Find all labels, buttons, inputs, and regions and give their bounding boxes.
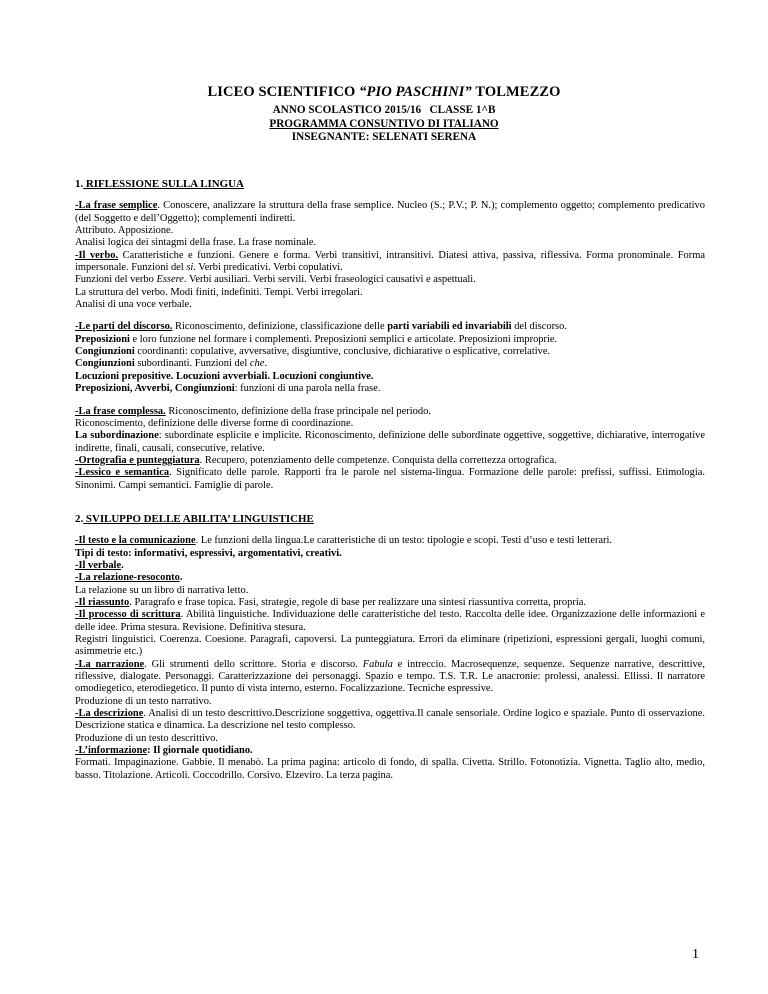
paragraph: -Ortografia e punteggiatura. Recupero, potenziamento delle competenze. Conquista della correttezza ortografica. bbox=[75, 454, 557, 466]
paragraph: Funzioni del verbo Essere. Verbi ausiliari. Verbi servili. Verbi fraseologici causativi e aspettuali. bbox=[75, 274, 476, 286]
paragraph: -Il testo e la comunicazione. Le funzioni della lingua.Le caratteristiche di un testo: tipologie e scopi. Testi d’uso e testi letterari. bbox=[75, 535, 613, 547]
paragraph: -Le parti del discorso. Riconoscimento, definizione, classificazione delle parti variabili ed invariabili del discorso. bbox=[75, 321, 567, 333]
paragraph: Congiunzioni subordinanti. Funzioni del che. bbox=[75, 358, 267, 370]
paragraph: La relazione su un libro di narrativa letto. bbox=[75, 584, 249, 596]
paragraph: Attributo. Apposizione. bbox=[75, 225, 174, 237]
page-number: 1 bbox=[692, 947, 699, 962]
paragraph: -Il riassunto. Paragrafo e frase topica. Fasi, strategie, regole di base per realizzare una sintesi riassuntiva corretta, propria. bbox=[75, 596, 586, 608]
paragraph: Locuzioni prepositive. Locuzioni avverbiali. Locuzioni congiuntive. bbox=[75, 370, 374, 382]
paragraph: Analisi logica dei sintagmi della frase. La frase nominale. bbox=[75, 237, 317, 249]
paragraph: -Il verbo. Caratteristiche e funzioni. Genere e forma. Verbi transitivi, intransitivi. Diatesi attiva, passiva, riflessiva. Forma pronominale. Forma impersonale. Funzioni del si. Verbi predicativi. Verbi copulativi. bbox=[75, 249, 705, 274]
program-line: PROGRAMMA CONSUNTIVO DI ITALIANO bbox=[269, 118, 499, 130]
paragraph: Riconoscimento, definizione delle diverse forme di coordinazione. bbox=[75, 417, 354, 429]
paragraph: -La frase complessa. Riconoscimento, definizione della frase principale nel periodo. bbox=[75, 405, 431, 417]
paragraph: La struttura del verbo. Modi finiti, indefiniti. Tempi. Verbi irregolari. bbox=[75, 286, 363, 298]
paragraph: -La narrazione. Gli strumenti dello scrittore. Storia e discorso. Fabula e intreccio. Macrosequenze, sequenze. Sequenze narrative, descrittive, riflessive, dialogate. Personaggi. Caratterizzazione dei personaggi. Spazio e tempo. T.S. T.R. Le anacronie: prolessi, analessi. Ellissi. Il narratore omodiegetico, eterodiegetico. Il punto di vista interno, esterno. Focalizzazione. Tecniche espressive. bbox=[75, 658, 706, 695]
paragraph: Preposizioni, Avverbi, Congiunzioni: funzioni di una parola nella frase. bbox=[75, 383, 381, 395]
paragraph: Produzione di un testo descrittivo. bbox=[75, 732, 218, 744]
section-1-title: 1. RIFLESSIONE SULLA LINGUA bbox=[75, 178, 244, 190]
paragraph: -La relazione-resoconto. bbox=[75, 572, 183, 584]
document-body bbox=[75, 178, 705, 782]
teacher-line: INSEGNANTE: SELENATI SERENA bbox=[291, 131, 477, 143]
paragraph: Analisi di una voce verbale. bbox=[75, 299, 192, 311]
paragraph: Congiunzioni coordinanti: copulative, avversative, disgiuntive, conclusive, dichiarative o esplicative, correlative. bbox=[75, 346, 551, 358]
school-year-line: ANNO SCOLASTICO 2015/16 CLASSE 1^B bbox=[272, 104, 496, 116]
paragraph: -Lessico e semantica. Significato delle parole. Rapporti fra le parole nel sistema-lingua. Formazione delle parole: prefissi, suffissi. Etimologia. Sinonimi. Campi semantici. Famiglie di parole. bbox=[75, 467, 705, 491]
paragraph: Produzione di un testo narrativo. bbox=[75, 695, 212, 707]
paragraph: Registri linguistici. Coerenza. Coesione. Paragrafi, capoversi. La punteggiatura. Errori da eliminare (ripetizioni, espressioni gergali, luoghi comuni, asimmetrie etc.) bbox=[75, 634, 705, 658]
paragraph: -La descrizione. Analisi di un testo descrittivo.Descrizione soggettiva, oggettiva.Il canale sensoriale. Ordine logico e spaziale. Punto di osservazione. Descrizione statica e dinamica. La descrizione nel testo complesso. bbox=[75, 708, 705, 732]
paragraph: -Il verbale. bbox=[75, 559, 124, 571]
section-2-title: 2. SVILUPPO DELLE ABILITA’ LINGUISTICHE bbox=[75, 512, 314, 525]
paragraph: -La frase semplice. Conoscere, analizzare la struttura della frase semplice. Nucleo (S.; P.V.; P. N.); complemento oggetto; complemento predicativo (del Soggetto e dell’Oggetto); complementi indiretti. bbox=[75, 200, 705, 224]
paragraph: -L’informazione: Il giornale quotidiano. bbox=[75, 745, 253, 757]
paragraph: -Il processo di scrittura. Abilità linguistiche. Individuazione delle caratteristiche del testo. Raccolta delle idee. Organizzazione delle informazioni e delle idee. Prima stesura. Revisione. Definitiva stesura. bbox=[75, 609, 705, 633]
document-title: LICEO SCIENTIFICO “PIO PASCHINI” TOLMEZZO bbox=[207, 84, 561, 100]
paragraph: Formati. Impaginazione. Gabbie. Il menabò. La prima pagina: articolo di fondo, di spalla. Civetta. Strillo. Fotonotizia. Vignetta. Taglio alto, medio, basso. Titolazione. Articoli. Coccodrillo. Corsivo. Elzeviro. La terza pagina. bbox=[75, 757, 705, 781]
paragraph: Preposizioni e loro funzione nel formare i complementi. Preposizioni semplici e articolate. Preposizioni improprie. bbox=[75, 333, 558, 345]
paragraph: Tipi di testo: informativi, espressivi, argomentativi, creativi. bbox=[75, 547, 342, 559]
paragraph: La subordinazione: subordinate esplicite e implicite. Riconoscimento, definizione delle subordinate oggettive, soggettive, dichiarative, interrogative indirette, finali, causali, consecutive, relative. bbox=[75, 430, 706, 454]
